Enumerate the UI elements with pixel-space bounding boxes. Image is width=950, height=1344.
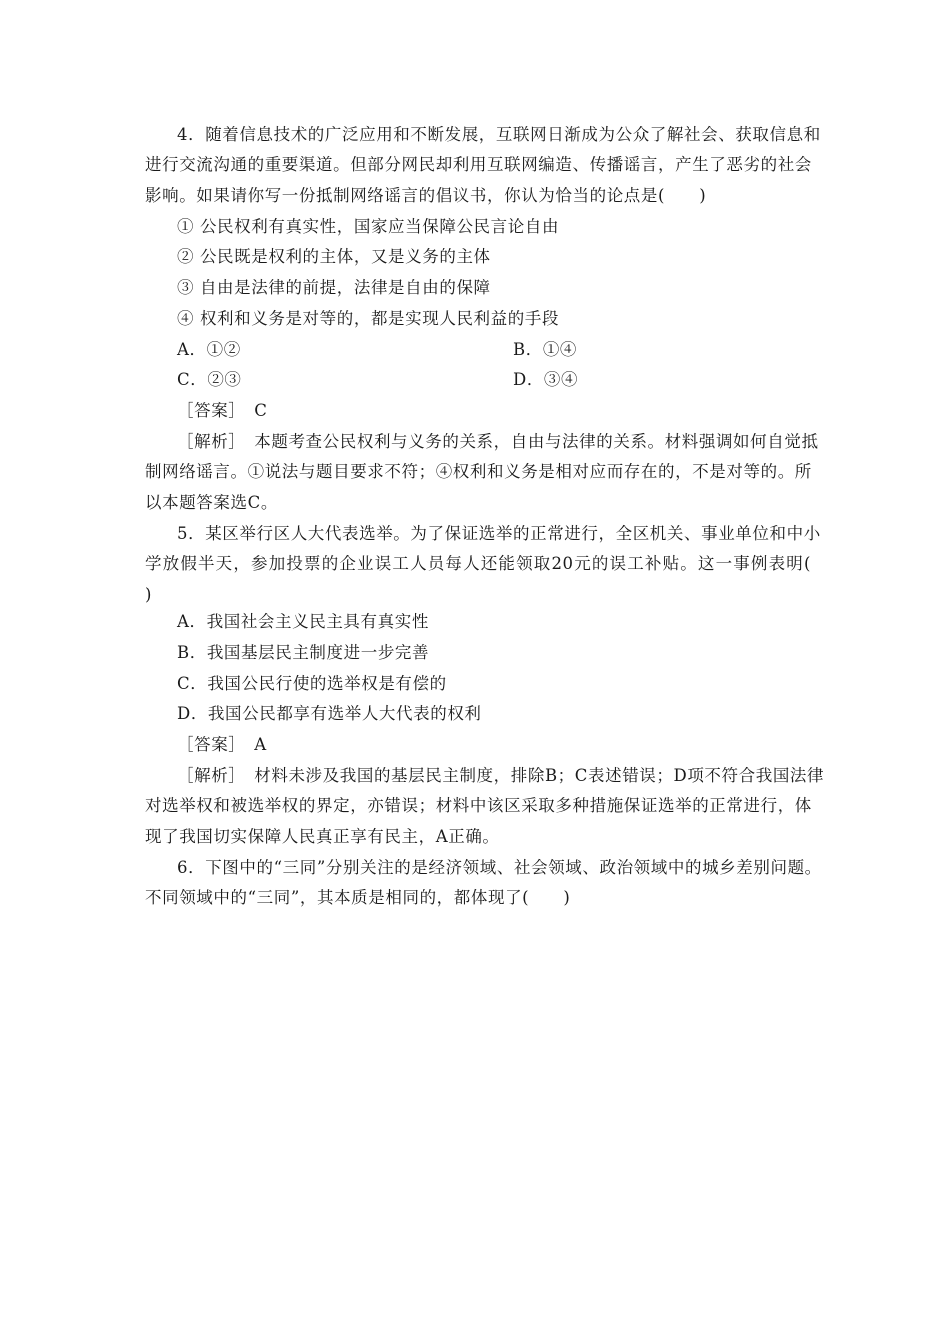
q5-analysis-line-1: ［解析］ 材料未涉及我国的基层民主制度，排除B；C表述错误；D项不符合我国法律	[177, 766, 825, 785]
q5-analysis-line-2: 对选举权和被选举权的界定，亦错误；材料中该区采取多种措施保证选举的正常进行，体	[145, 796, 812, 815]
q4-stem-line-2: 进行交流沟通的重要渠道。但部分网民却利用互联网编造、传播谣言，产生了恶劣的社会	[145, 155, 812, 174]
q5-stem-line-1: 5．某区举行区人大代表选举。为了保证选举的正常进行，全区机关、事业单位和中小	[177, 524, 821, 543]
q4-stem-line-3: 影响。如果请你写一份抵制网络谣言的倡议书，你认为恰当的论点是( )	[145, 186, 707, 205]
q5-answer: ［答案］ A	[177, 735, 267, 754]
q4-analysis-line-2: 制网络谣言。①说法与题目要求不符；④权利和义务是相对应而存在的，不是对等的。所	[145, 462, 812, 481]
q5-stem-line-3: )	[145, 585, 153, 604]
q4-option-d: D．③④	[513, 370, 579, 389]
q4-item-4: ④ 权利和义务是对等的，都是实现人民利益的手段	[177, 309, 560, 328]
q5-stem-line-2: 学放假半天，参加投票的企业误工人员每人还能领取20元的误工补贴。这一事例表明(	[145, 554, 811, 573]
q4-analysis-line-3: 以本题答案选C。	[145, 493, 278, 512]
q5-option-b: B．我国基层民主制度进一步完善	[177, 643, 430, 662]
q4-item-3: ③ 自由是法律的前提，法律是自由的保障	[177, 278, 491, 297]
q4-option-a: A．①②	[177, 340, 241, 359]
q5-option-d: D．我国公民都享有选举人大代表的权利	[177, 704, 482, 723]
q4-stem-line-1: 4．随着信息技术的广泛应用和不断发展，互联网日渐成为公众了解社会、获取信息和	[177, 125, 821, 144]
q4-option-c: C．②③	[177, 370, 242, 389]
q5-analysis-line-3: 现了我国切实保障人民真正享有民主，A正确。	[145, 827, 500, 846]
q5-option-c: C．我国公民行使的选举权是有偿的	[177, 674, 447, 693]
q4-option-b: B．①④	[513, 340, 578, 359]
q6-stem-line-2: 不同领域中的“三同”，其本质是相同的，都体现了( )	[145, 888, 571, 907]
q4-answer: ［答案］ C	[177, 401, 268, 420]
q6-stem-line-1: 6．下图中的“三同”分别关注的是经济领域、社会领域、政治领域中的城乡差别问题。	[177, 858, 822, 877]
q4-item-2: ② 公民既是权利的主体，又是义务的主体	[177, 247, 491, 266]
q5-option-a: A．我国社会主义民主具有真实性	[177, 612, 429, 631]
q4-item-1: ① 公民权利有真实性，国家应当保障公民言论自由	[177, 217, 560, 236]
q4-analysis-line-1: ［解析］ 本题考查公民权利与义务的关系，自由与法律的关系。材料强调如何自觉抵	[177, 432, 819, 451]
